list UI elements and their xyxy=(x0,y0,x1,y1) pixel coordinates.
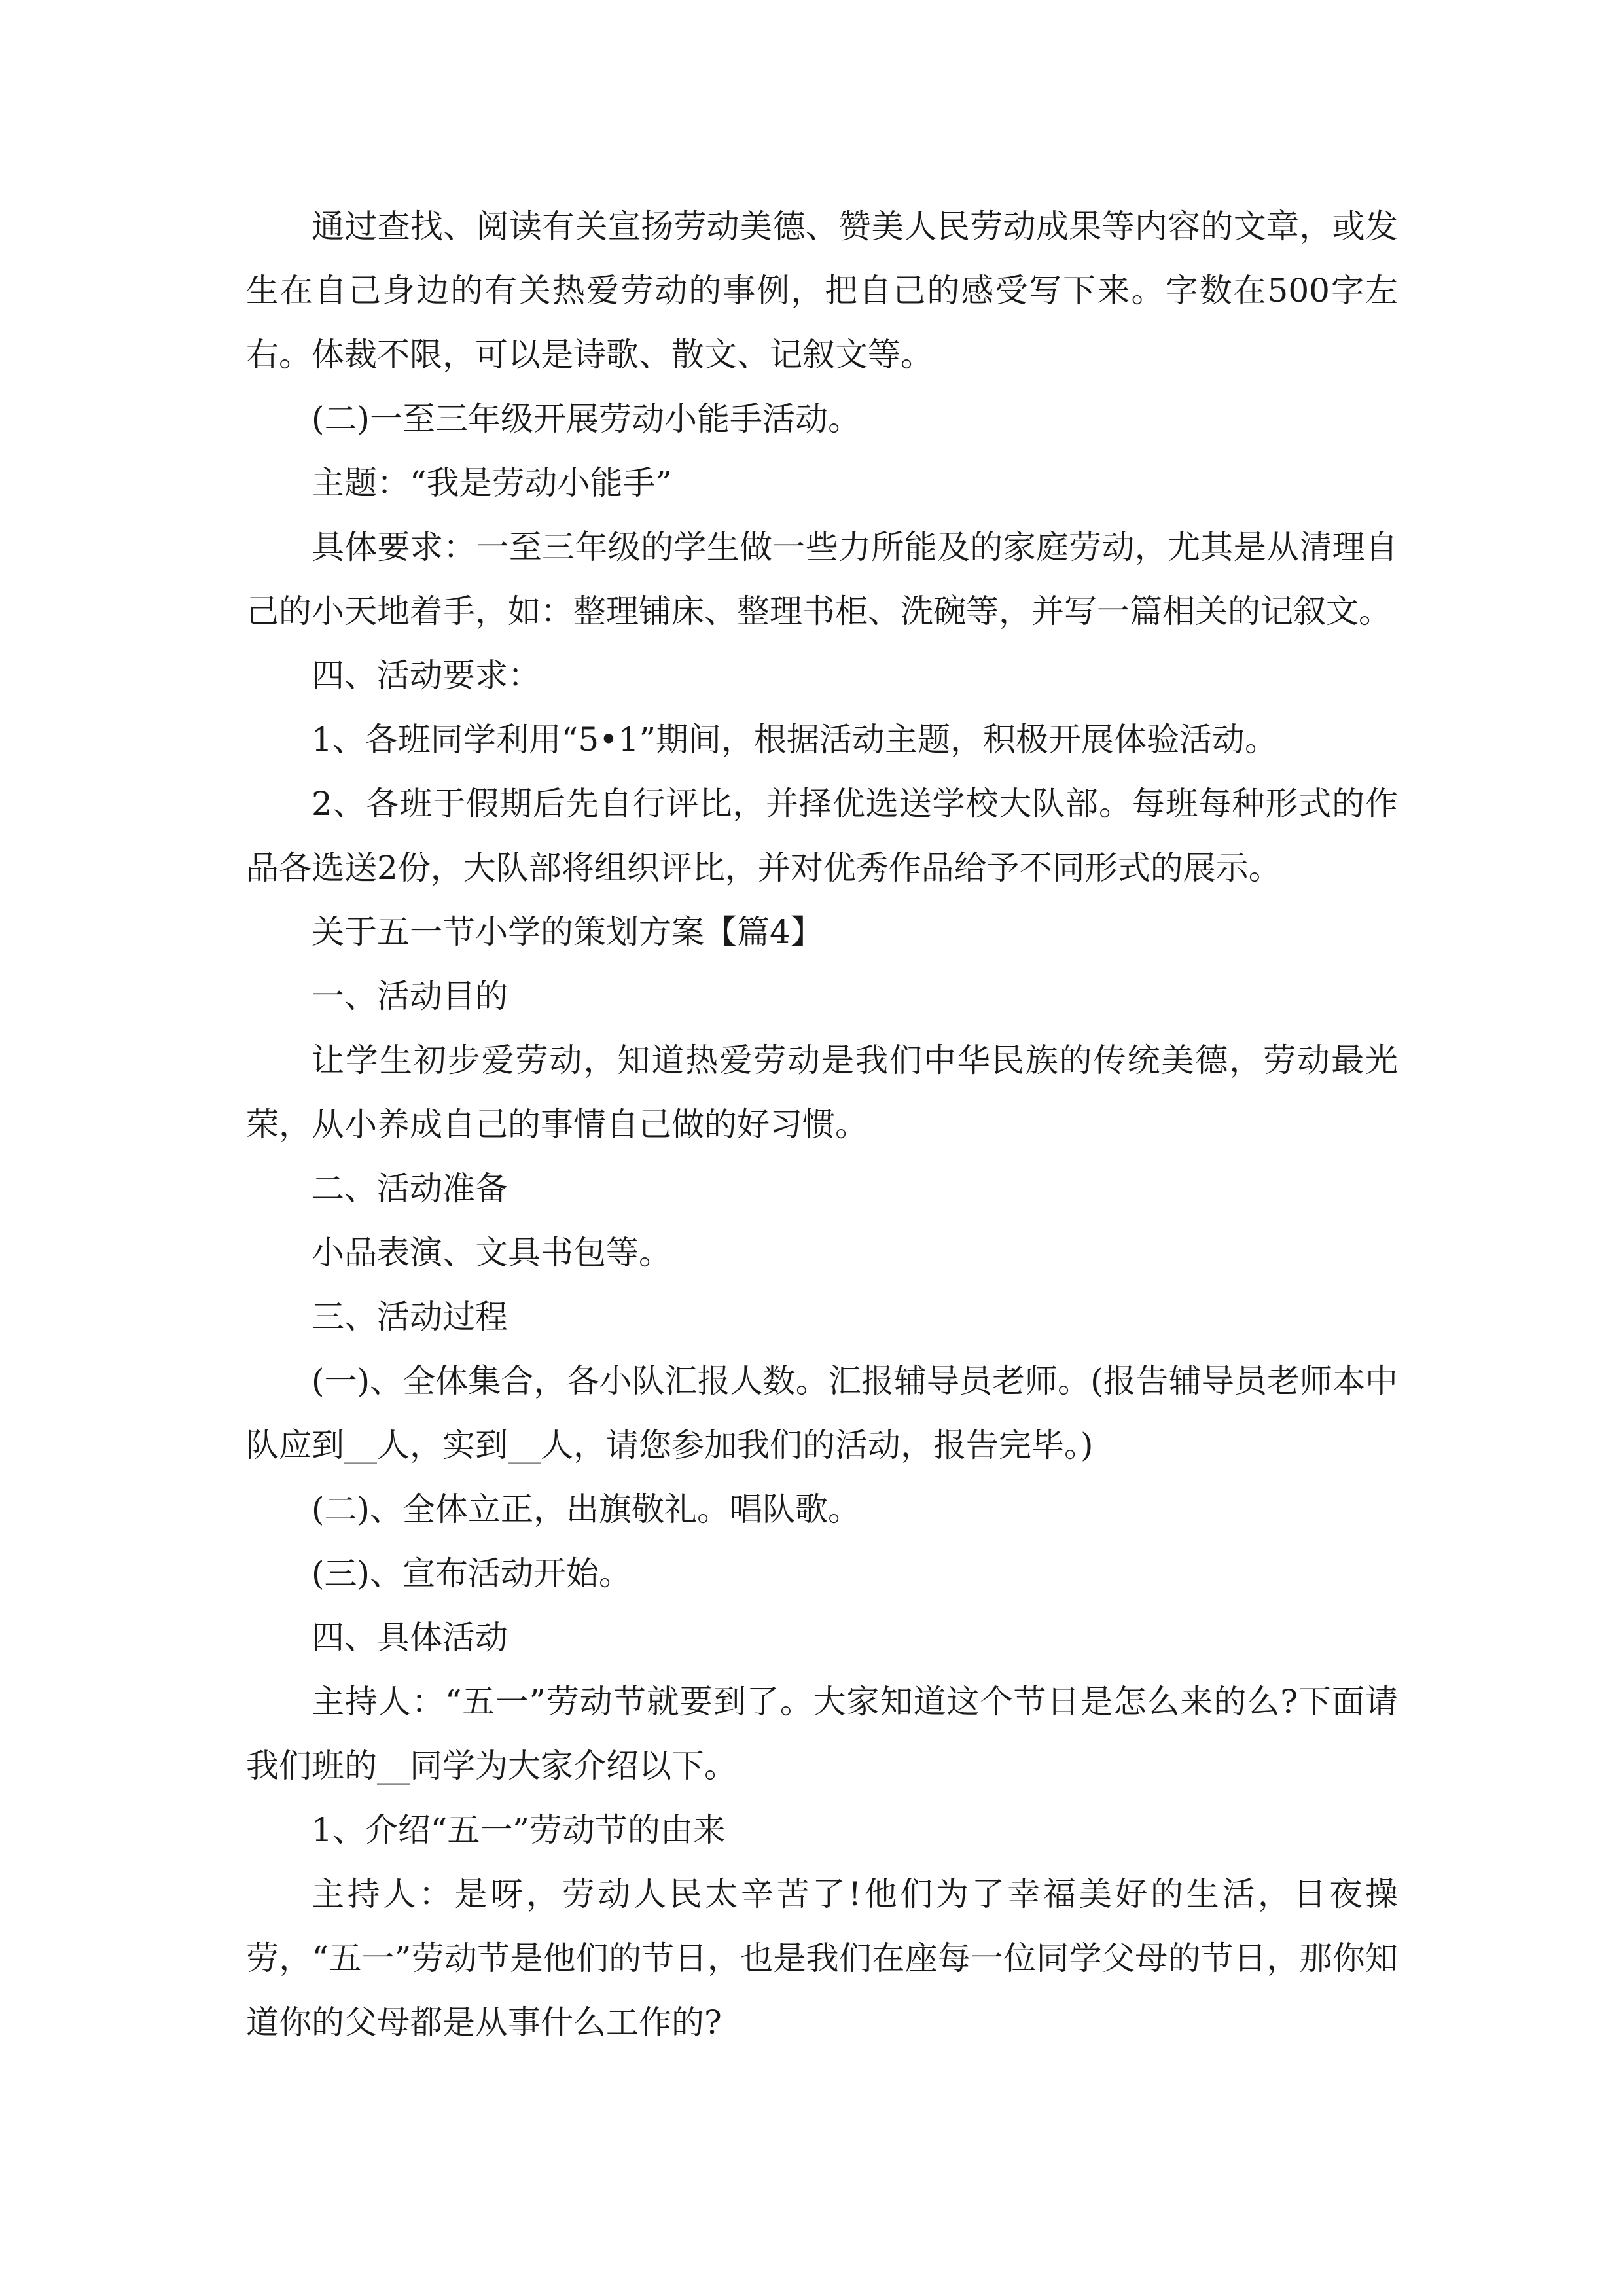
paragraph: 小品表演、文具书包等。 xyxy=(312,1234,671,1272)
paragraph: 让学生初步爱劳动，知道热爱劳动是我们中华民族的传统美德，劳动最光荣，从小养成自己的事情自己做的好习惯。 xyxy=(246,1041,1398,1143)
paragraph: 主持人：是呀，劳动人民太辛苦了!他们为了幸福美好的生活，日夜操劳，“五一”劳动节是他们的节日，也是我们在座每一位同学父母的节日，那你知道你的父母都是从事什么工作的? xyxy=(246,1875,1398,2041)
document-body xyxy=(246,194,1398,2054)
section-heading: 四、活动要求： xyxy=(312,656,541,694)
paragraph: 主持人：“五一”劳动节就要到了。大家知道这个节日是怎么来的么?下面请我们班的__同学为大家介绍以下。 xyxy=(246,1683,1398,1785)
paragraph: 2、各班于假期后先自行评比，并择优选送学校大队部。每班每种形式的作品各选送2份，大队部将组织评比，并对优秀作品给予不同形式的展示。 xyxy=(246,785,1398,887)
paragraph: (一)、全体集合，各小队汇报人数。汇报辅导员老师。(报告辅导员老师本中队应到__人，实到__人，请您参加我们的活动，报告完毕。) xyxy=(246,1362,1398,1464)
paragraph: 1、介绍“五一”劳动节的由来 xyxy=(312,1811,726,1849)
paragraph: 主题：“我是劳动小能手” xyxy=(312,464,673,502)
paragraph: 具体要求：一至三年级的学生做一些力所能及的家庭劳动，尤其是从清理自己的小天地着手，如：整理铺床、整理书柜、洗碗等，并写一篇相关的记叙文。 xyxy=(246,528,1398,630)
article-title: 关于五一节小学的策划方案【篇4】 xyxy=(312,913,823,951)
paragraph: 1、各班同学利用“5•1”期间，根据活动主题，积极开展体验活动。 xyxy=(312,721,1278,759)
paragraph: 通过查找、阅读有关宣扬劳动美德、赞美人民劳动成果等内容的文章，或发生在自己身边的有关热爱劳动的事例，把自己的感受写下来。字数在500字左右。体裁不限，可以是诗歌、散文、记叙文等。 xyxy=(246,207,1398,374)
section-heading: 三、活动过程 xyxy=(312,1298,508,1336)
paragraph: (二)、全体立正，出旗敬礼。唱队歌。 xyxy=(312,1490,861,1528)
section-heading: 二、活动准备 xyxy=(312,1170,508,1208)
section-heading: 四、具体活动 xyxy=(312,1619,508,1657)
section-heading: 一、活动目的 xyxy=(312,977,508,1015)
paragraph: (二)一至三年级开展劳动小能手活动。 xyxy=(312,400,861,438)
paragraph: (三)、宣布活动开始。 xyxy=(312,1554,632,1592)
